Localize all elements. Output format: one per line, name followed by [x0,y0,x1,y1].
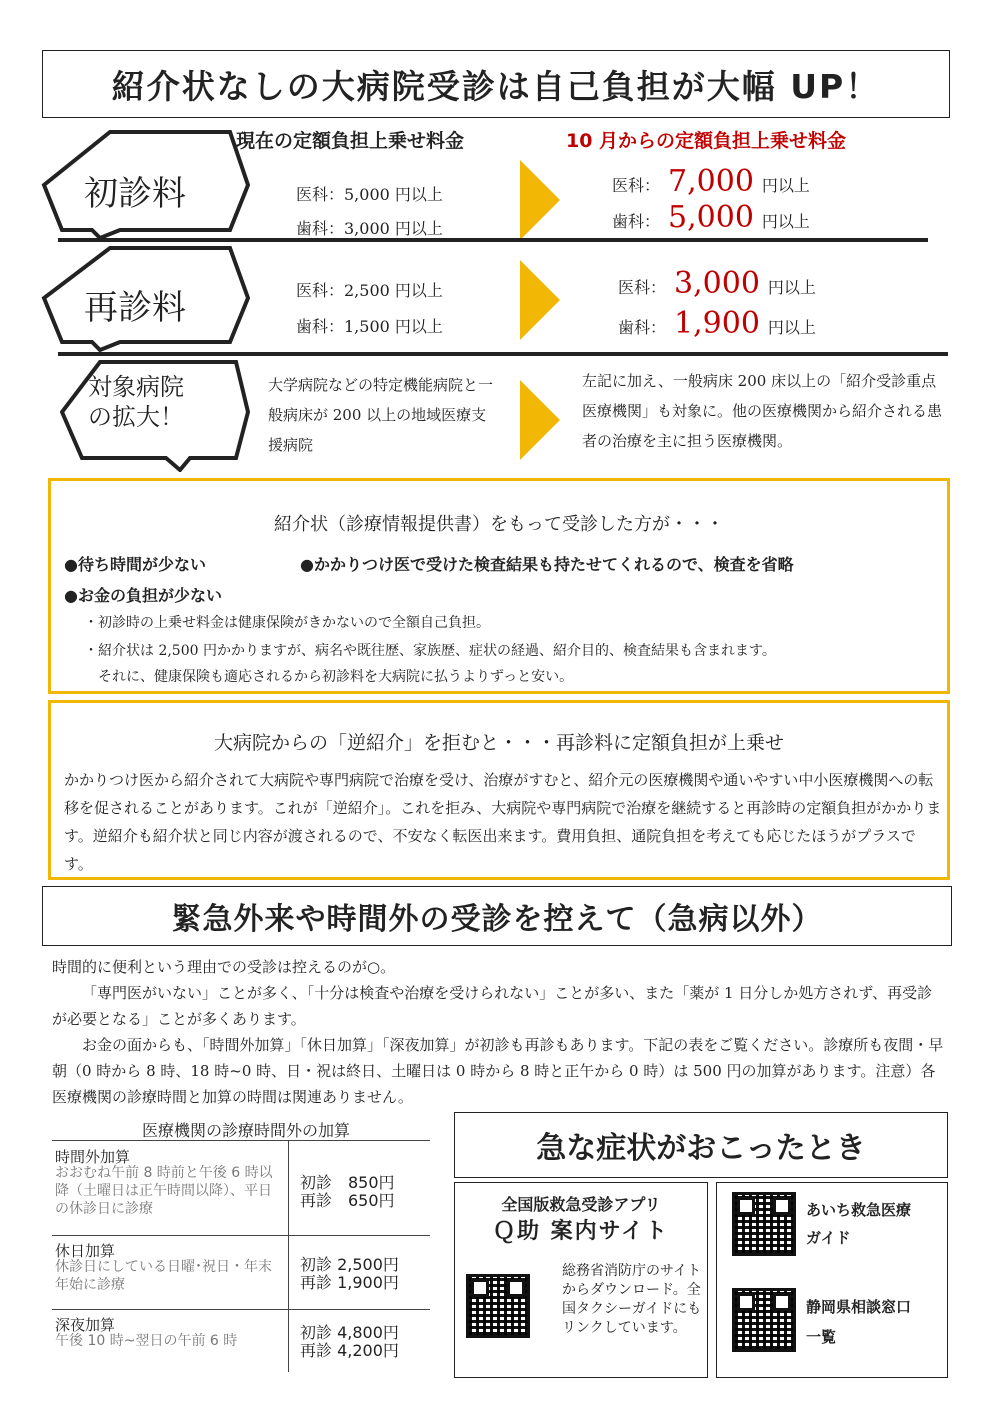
row-name: 時間外加算 [55,1148,131,1166]
shoshin-arrow-icon [520,160,560,240]
row-description: おおむね午前 8 時前と午後 6 時以降（土曜日は正午時間以降）、平日の休診日に診療 [55,1165,273,1217]
shoshin-new-medical-amount: 7,000 [668,164,754,199]
saishin-new-medical-amount: 3,000 [674,266,760,301]
shoshin-current-dental: 歯科：3,000 円以上 [296,219,443,238]
benefit-bullet-wait: ●待ち時間が少ない [64,555,206,574]
saishin-new-dental-prefix: 歯科： [618,318,667,337]
shizuoka-guide-line1: 静岡県相談窓口 [806,1298,912,1316]
shoshin-current-medical: 医科：5,000 円以上 [296,185,443,204]
emergency-section-title: 緊急外来や時間外の受診を控えて（急病以外） [42,886,952,946]
shoshin-new-medical-suffix: 円以上 [761,176,810,195]
shizuoka-guide-line2: 一覧 [806,1328,837,1346]
row-name: 休日加算 [55,1242,116,1260]
saishin-current-medical: 医科：2,500 円以上 [296,281,443,300]
section2-paragraph-2: 「専門医がいない」ことが多く、「十分は検査や治療を受けられない」ことが多い、また「薬が 1 日分しか処方されず、再受診が必要となる」ことが多くあります。 [52,984,933,1028]
referral-benefit-heading: 紹介状（診療情報提供書）をもって受診した方が・・・ [274,514,724,535]
row-first-price: 初診 4,800円 [300,1323,399,1342]
aichi-guide-line1: あいち救急医療 [806,1201,912,1219]
shoshin-new-dental [612,200,810,235]
saishin-new-medical-suffix: 円以上 [767,278,816,297]
target-arrow-icon [520,380,560,460]
shoshin-new-dental-suffix: 円以上 [761,212,810,231]
current-fee-heading: 現在の定額負担上乗せ料金 [236,130,465,152]
aichi-guide-label[interactable] [806,1196,911,1252]
saishin-new-medical-prefix: 医科： [618,278,667,297]
saishin-new-dental-amount: 1,900 [674,306,760,341]
table-row [52,1236,430,1310]
row-name: 深夜加算 [55,1316,116,1334]
benefit-bullet-money: ●お金の負担が少ない [64,586,222,605]
emergency-title: 急な症状がおこったとき [454,1112,948,1178]
row-description: 休診日にしている日曜･祝日・年末年始に診療 [55,1259,272,1293]
shoshin-label: 初診料 [84,174,186,214]
shoshin-new-dental-prefix: 歯科： [612,212,661,231]
table-row [52,1310,430,1372]
shoshin-new-medical [612,164,810,199]
row-first-price: 初診 2,500円 [300,1255,399,1274]
table-row [52,1140,430,1236]
target-label-line2: の拡大！ [88,403,184,431]
shizuoka-guide-label[interactable] [806,1292,911,1352]
new-fee-heading: 10 月からの定額負担上乗せ料金 [566,130,847,152]
benefit-bullet-tests: ●かかりつけ医で受けた検査結果も持たせてくれるので、検査を省略 [300,555,794,574]
shoshin-new-medical-prefix: 医科： [612,176,661,195]
saishin-label: 再診料 [84,288,186,328]
row-re-price: 再診 4,200円 [300,1341,399,1360]
aichi-guide-line2: ガイド [806,1229,851,1247]
qsuke-title-line2: Ｑ助 案内サイト [492,1219,670,1244]
qsuke-description: 総務省消防庁のサイトからダウンロード。全国タクシーガイドにもリンクしています。 [562,1263,702,1336]
reverse-referral-heading: 大病院からの「逆紹介」を拒むと・・・再診料に定額負担が上乗せ [213,732,784,754]
saishin-new-dental [618,306,816,341]
surcharge-table-title: 医療機関の診療時間外の加算 [142,1121,351,1140]
row-description: 午後 10 時~翌日の午前 6 時 [55,1333,238,1349]
benefit-note-3: それに、健康保険も適応されるから初診料を大病院に払うよりずっと安い。 [98,669,574,685]
table-column-divider [288,1140,289,1372]
saishin-arrow-icon [520,260,560,340]
shizuoka-qr-code[interactable] [732,1288,796,1352]
section2-paragraph-1: 時間的に便利という理由での受診は控えるのが○。 [52,958,396,976]
divider [58,352,948,356]
target-label [88,372,184,432]
section2-paragraph-3: お金の面からも、「時間外加算」「休日加算」「深夜加算」が初診も再診もあります。下記の表をご覧ください。診療所も夜間・早朝（0 時から 8 時、18 時~0 時、日・祝は終日、土曜日は 0 時から 8 時と正午から 0 時）は 500 円の加算があります。注意）各医療機関の診療時間と加算の時間は関連ありません。 [52,1036,944,1106]
benefit-note-2: ・紹介状は 2,500 円かかりますが、病名や既往歴、家族歴、症状の経過、紹介目的、検査結果も含まれます。 [84,643,776,659]
target-new-text: 左記に加え、一般病床 200 床以上の「紹介受診重点医療機関」も対象に。他の医療機関から紹介される患者の治療を主に担う医療機関。 [582,372,943,450]
saishin-new-dental-suffix: 円以上 [767,318,816,337]
page-title: 紹介状なしの大病院受診は自己負担が大幅 UP！ [42,50,950,118]
saishin-new-medical [618,266,816,301]
reverse-referral-body: かかりつけ医から紹介されて大病院や専門病院で治療を受け、治療がすむと、紹介元の医療機関や通いやすい中小医療機関への転移を促されることがあります。これが「逆紹介」。これを拒み、大病院や専門病院で治療を継続すると再診時の定額負担がかかります。逆紹介も紹介状と同じ内容が渡されるので、不安なく転医出来ます。費用負担、通院負担を考えても応じたほうがプラスです。 [64,771,942,873]
divider [58,238,928,242]
target-current-text: 大学病院などの特定機能病院と一般病床が 200 以上の地域医療支援病院 [268,376,494,454]
qsuke-qr-code[interactable] [466,1274,530,1338]
row-re-price: 再診 650円 [300,1191,395,1210]
row-re-price: 再診 1,900円 [300,1273,399,1292]
qsuke-title-line1: 全国版救急受診アプリ [501,1195,661,1214]
row-first-price: 初診 850円 [300,1173,395,1192]
benefit-note-1: ・初診時の上乗せ料金は健康保険がきかないので全額自己負担。 [84,615,490,631]
target-label-line1: 対象病院 [88,373,184,401]
shoshin-new-dental-amount: 5,000 [668,200,754,235]
saishin-current-dental: 歯科：1,500 円以上 [296,317,443,336]
aichi-qr-code[interactable] [732,1192,796,1256]
